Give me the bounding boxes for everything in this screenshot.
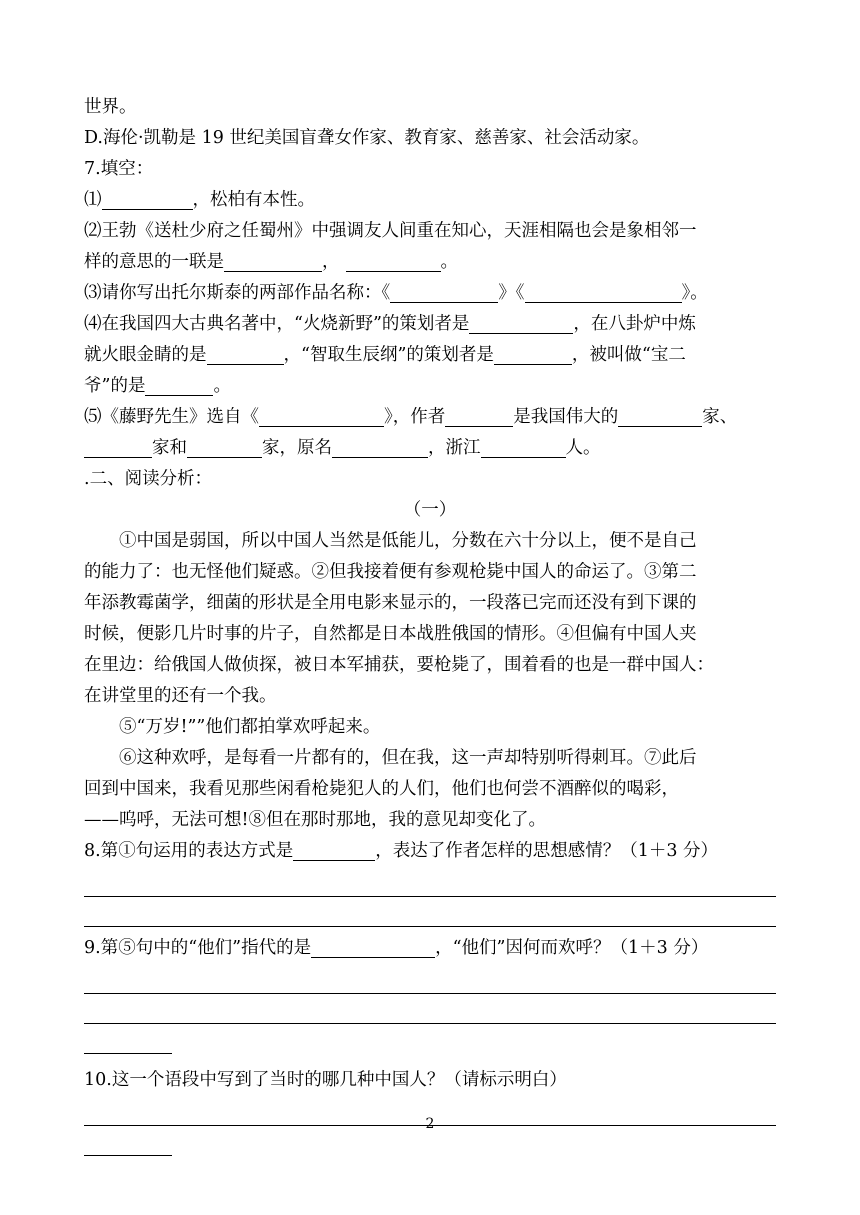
item-text: ，“智取生辰纲”的策划者是 xyxy=(283,345,494,365)
passage-text: 时候，便影几片时事的片子，自然都是日本战胜俄国的情形。④但偏有中国人夹 xyxy=(84,624,697,644)
passage-line xyxy=(84,774,776,805)
answer-blank[interactable] xyxy=(145,373,213,396)
passage-line xyxy=(84,743,776,774)
question-text: 9.第⑤句中的“他们”指代的是 xyxy=(84,938,312,958)
answer-blank[interactable] xyxy=(84,435,152,458)
passage-text: 回到中国来，我看见那些闲看枪毙犯人的人们，他们也何尝不酒醉似的喝彩， xyxy=(84,779,679,799)
passage-line xyxy=(84,588,776,619)
question-10 xyxy=(84,1065,776,1096)
passage-text: 年添教霉菌学，细菌的形状是全用电影来显示的，一段落已完而还没有到下课的 xyxy=(84,593,697,613)
subsection-title: （一） xyxy=(403,500,457,520)
item-text: 。 xyxy=(213,376,231,396)
item-text: ，松柏有本性。 xyxy=(192,190,315,210)
answer-blank[interactable] xyxy=(224,249,322,272)
item-text: ⑵王勃《送杜少府之任蜀州》中强调友人间重在知心，天涯相隔也会是象相邻一 xyxy=(84,221,697,241)
text-line xyxy=(84,123,776,154)
answer-blank[interactable] xyxy=(311,935,435,958)
option-d: D.海伦·凯勒是 19 世纪美国盲聋女作家、教育家、慈善家、社会活动家。 xyxy=(84,128,650,148)
answer-blank[interactable] xyxy=(207,342,284,365)
answer-line-short[interactable] xyxy=(84,1024,172,1054)
text-line xyxy=(84,92,776,123)
question-text: 10.这一个语段中写到了当时的哪几种中国人？（请标示明白） xyxy=(84,1070,567,1090)
passage-text: ——呜呼，无法可想!⑧但在那时那地，我的意见却变化了。 xyxy=(84,810,547,830)
heading-text: 7.填空： xyxy=(84,159,154,179)
fill-item-4 xyxy=(84,309,776,340)
question-7-heading xyxy=(84,154,776,185)
passage-line xyxy=(84,619,776,650)
question-text: ，“他们”因何而欢呼？（1＋3 分） xyxy=(435,938,709,958)
page-number: 2 xyxy=(425,1116,435,1132)
answer-line[interactable] xyxy=(84,994,776,1024)
passage-text: 在里边：给俄国人做侦探，被日本军捕获，要枪毙了，围着看的也是一群中国人： xyxy=(84,655,714,675)
passage-line xyxy=(84,526,776,557)
answer-blank[interactable] xyxy=(618,404,702,427)
answer-line[interactable] xyxy=(84,964,776,994)
answer-line[interactable] xyxy=(84,897,776,927)
fill-item-3 xyxy=(84,278,776,309)
question-9 xyxy=(84,933,776,964)
passage-text: ⑤“万岁!””他们都拍掌欢呼起来。 xyxy=(119,717,381,737)
section-title: .二、阅读分析： xyxy=(84,469,213,489)
question-text: 8.第①句运用的表达方式是 xyxy=(84,841,294,861)
item-text: 家和 xyxy=(152,438,187,458)
passage-text: ⑥这种欢呼，是每看一片都有的，但在我，这一声却特别听得刺耳。⑦此后 xyxy=(119,748,697,768)
passage-line xyxy=(84,712,776,743)
document-page xyxy=(84,92,776,1156)
answer-blank[interactable] xyxy=(102,187,193,210)
answer-blank[interactable] xyxy=(390,280,498,303)
question-text: ，表达了作者怎样的思想感情？（1＋3 分） xyxy=(375,841,719,861)
subsection-heading xyxy=(84,495,776,526)
answer-blank[interactable] xyxy=(346,249,441,272)
answer-blank[interactable] xyxy=(469,311,573,334)
answer-blank[interactable] xyxy=(259,404,384,427)
item-text: 》。 xyxy=(681,283,708,303)
item-text: ⑶请你写出托尔斯泰的两部作品名称：《 xyxy=(84,283,391,303)
fill-item-1 xyxy=(84,185,776,216)
item-text: ，在八卦炉中炼 xyxy=(573,314,696,334)
item-text: ⑸《藤野先生》选自《 xyxy=(84,407,259,427)
answer-blank[interactable] xyxy=(445,404,513,427)
answer-line[interactable] xyxy=(84,867,776,897)
item-text: ，被叫做“宝二 xyxy=(571,345,686,365)
passage-text: 在讲堂里的还有一个我。 xyxy=(84,686,277,706)
item-text: 样的意思的一联是 xyxy=(84,252,224,272)
item-text: ⑷在我国四大古典名著中，“火烧新野”的策划者是 xyxy=(84,314,470,334)
passage-line xyxy=(84,557,776,588)
item-text: 》，作者 xyxy=(384,407,446,427)
answer-blank[interactable] xyxy=(525,280,682,303)
question-8 xyxy=(84,836,776,867)
fill-item-5 xyxy=(84,402,776,433)
fill-item-4-cont xyxy=(84,371,776,402)
answer-blank[interactable] xyxy=(187,435,262,458)
answer-blank[interactable] xyxy=(332,435,428,458)
item-text: 家，原名 xyxy=(262,438,332,458)
passage-line xyxy=(84,805,776,836)
answer-blank[interactable] xyxy=(494,342,572,365)
item-text: 人。 xyxy=(565,438,601,458)
item-text: 》《 xyxy=(498,283,525,303)
section-heading xyxy=(84,464,776,495)
passage-text: ①中国是弱国，所以中国人当然是低能儿，分数在六十分以上，便不是自己 xyxy=(119,531,697,551)
fill-item-4-cont xyxy=(84,340,776,371)
item-text: 是我国伟大的 xyxy=(513,407,619,427)
passage-line xyxy=(84,650,776,681)
item-text: 就火眼金睛的是 xyxy=(84,345,207,365)
item-text: 家、 xyxy=(702,407,738,427)
item-text: ，浙江 xyxy=(428,438,481,458)
passage-line xyxy=(84,681,776,712)
fill-item-2-cont xyxy=(84,247,776,278)
passage-text: 的能力了：也无怪他们疑惑。②但我接着便有参观枪毙中国人的命运了。③第二 xyxy=(84,562,697,582)
item-text: 爷”的是 xyxy=(84,376,146,396)
answer-blank[interactable] xyxy=(481,435,566,458)
line-text: 世界。 xyxy=(84,97,137,117)
item-text: ， xyxy=(322,252,340,272)
fill-item-5-cont xyxy=(84,433,776,464)
fill-item-2 xyxy=(84,216,776,247)
item-text: 。 xyxy=(440,252,458,272)
answer-blank[interactable] xyxy=(293,838,375,861)
item-number: ⑴ xyxy=(84,190,102,210)
